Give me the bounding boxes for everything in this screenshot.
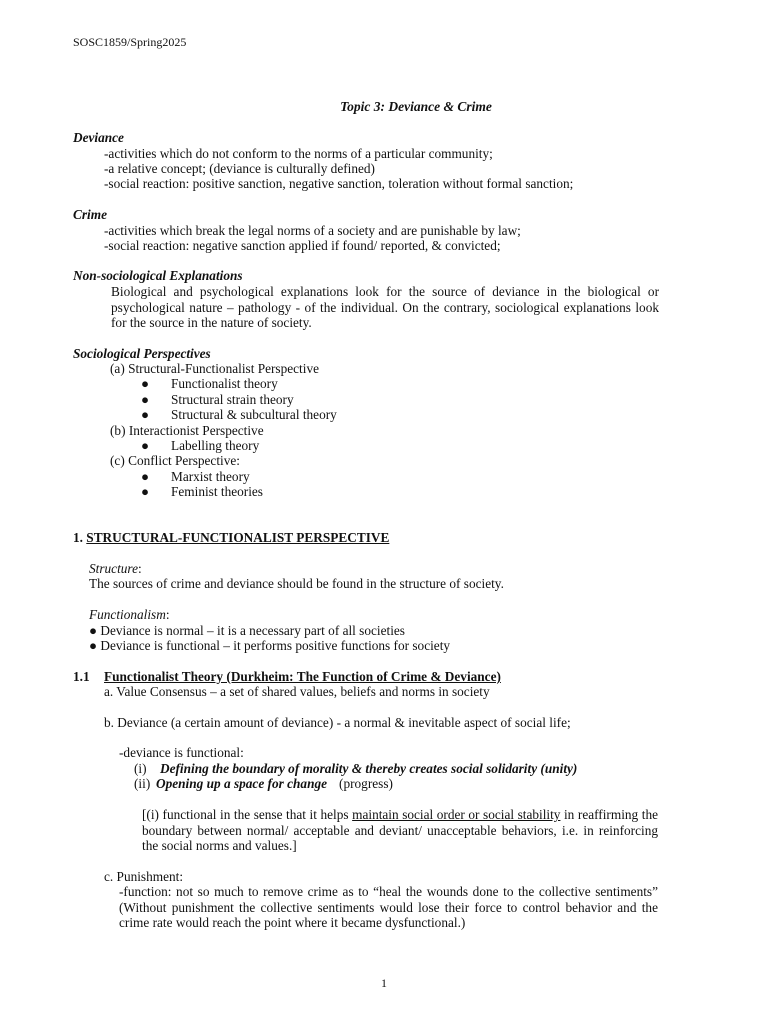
bullet-icon: ●: [141, 484, 150, 499]
bullet-icon: ●: [141, 376, 150, 391]
structure-label: Structure:: [89, 561, 142, 576]
punishment-paragraph: -function: not so much to remove crime as to “heal the wounds done to the collective sentiments” (Without punishment the collective sentiments would lose their force to control behavior and the crime rate would reach the point where it became dysfunctional.): [119, 884, 658, 931]
list-item: ● Structural & subcultural theory: [141, 407, 337, 422]
function-item-ii: (ii) Opening up a space for change (progress): [134, 776, 393, 791]
page-number: 1: [381, 976, 387, 990]
bullet-icon: ●: [141, 469, 150, 484]
section-1-1-heading: 1.1 Functionalist Theory (Durkheim: The Function of Crime & Deviance): [73, 669, 501, 684]
functional-intro: -deviance is functional:: [119, 745, 244, 760]
punishment-label: c. Punishment:: [104, 869, 184, 884]
list-item: ● Functionalist theory: [141, 376, 278, 391]
list-item: ● Feminist theories: [141, 484, 263, 499]
course-header: SOSC1859/Spring2025: [73, 35, 187, 49]
deviance-line: -social reaction: positive sanction, negative sanction, toleration without formal sanction;: [104, 176, 574, 191]
functional-note: [(i) functional in the sense that it helps maintain social order or social stability in reaffirming the boundary between normal/ acceptable and deviant/ unacceptable behaviors, i.e. in reinforcing the social norms and values.]: [142, 807, 658, 854]
bullet-icon: ●: [141, 392, 150, 407]
deviance-line: -activities which do not conform to the norms of a particular community;: [104, 146, 493, 161]
perspective-c-label: (c) Conflict Perspective:: [110, 453, 240, 468]
list-item: ● Structural strain theory: [141, 392, 294, 407]
functionalism-label: Functionalism:: [89, 607, 170, 622]
bullet-icon: ●: [141, 438, 150, 453]
list-item: ● Marxist theory: [141, 469, 250, 484]
value-consensus-item: a. Value Consensus – a set of shared values, beliefs and norms in society: [104, 684, 490, 699]
perspective-b-label: (b) Interactionist Perspective: [110, 423, 264, 438]
page-title: Topic 3: Deviance & Crime: [340, 99, 492, 114]
section-1-heading: 1. STRUCTURAL-FUNCTIONALIST PERSPECTIVE: [73, 530, 390, 545]
crime-heading: Crime: [73, 207, 107, 222]
non-sociological-heading: Non-sociological Explanations: [73, 268, 243, 283]
functionalism-item: ● Deviance is functional – it performs positive functions for society: [89, 638, 451, 653]
functionalism-item: ● Deviance is normal – it is a necessary part of all societies: [89, 623, 405, 638]
list-item: ● Labelling theory: [141, 438, 260, 453]
function-item-i: (i) Defining the boundary of morality & thereby creates social solidarity (unity): [134, 761, 578, 776]
crime-line: -activities which break the legal norms of a society and are punishable by law;: [104, 223, 521, 238]
sociological-heading: Sociological Perspectives: [73, 346, 211, 361]
deviance-normal-item: b. Deviance (a certain amount of deviance) - a normal & inevitable aspect of social life;: [104, 715, 571, 730]
structure-text: The sources of crime and deviance should be found in the structure of society.: [89, 576, 504, 591]
bullet-icon: ●: [141, 407, 150, 422]
deviance-heading: Deviance: [73, 130, 124, 145]
deviance-line: -a relative concept; (deviance is culturally defined): [104, 161, 375, 176]
perspective-a-label: (a) Structural-Functionalist Perspective: [110, 361, 319, 376]
non-sociological-paragraph: Biological and psychological explanations look for the source of deviance in the biological or psychological nature – pathology - of the individual. On the contrary, sociological explanations look for the source in the nature of society.: [111, 284, 659, 331]
crime-line: -social reaction: negative sanction applied if found/ reported, & convicted;: [104, 238, 501, 253]
